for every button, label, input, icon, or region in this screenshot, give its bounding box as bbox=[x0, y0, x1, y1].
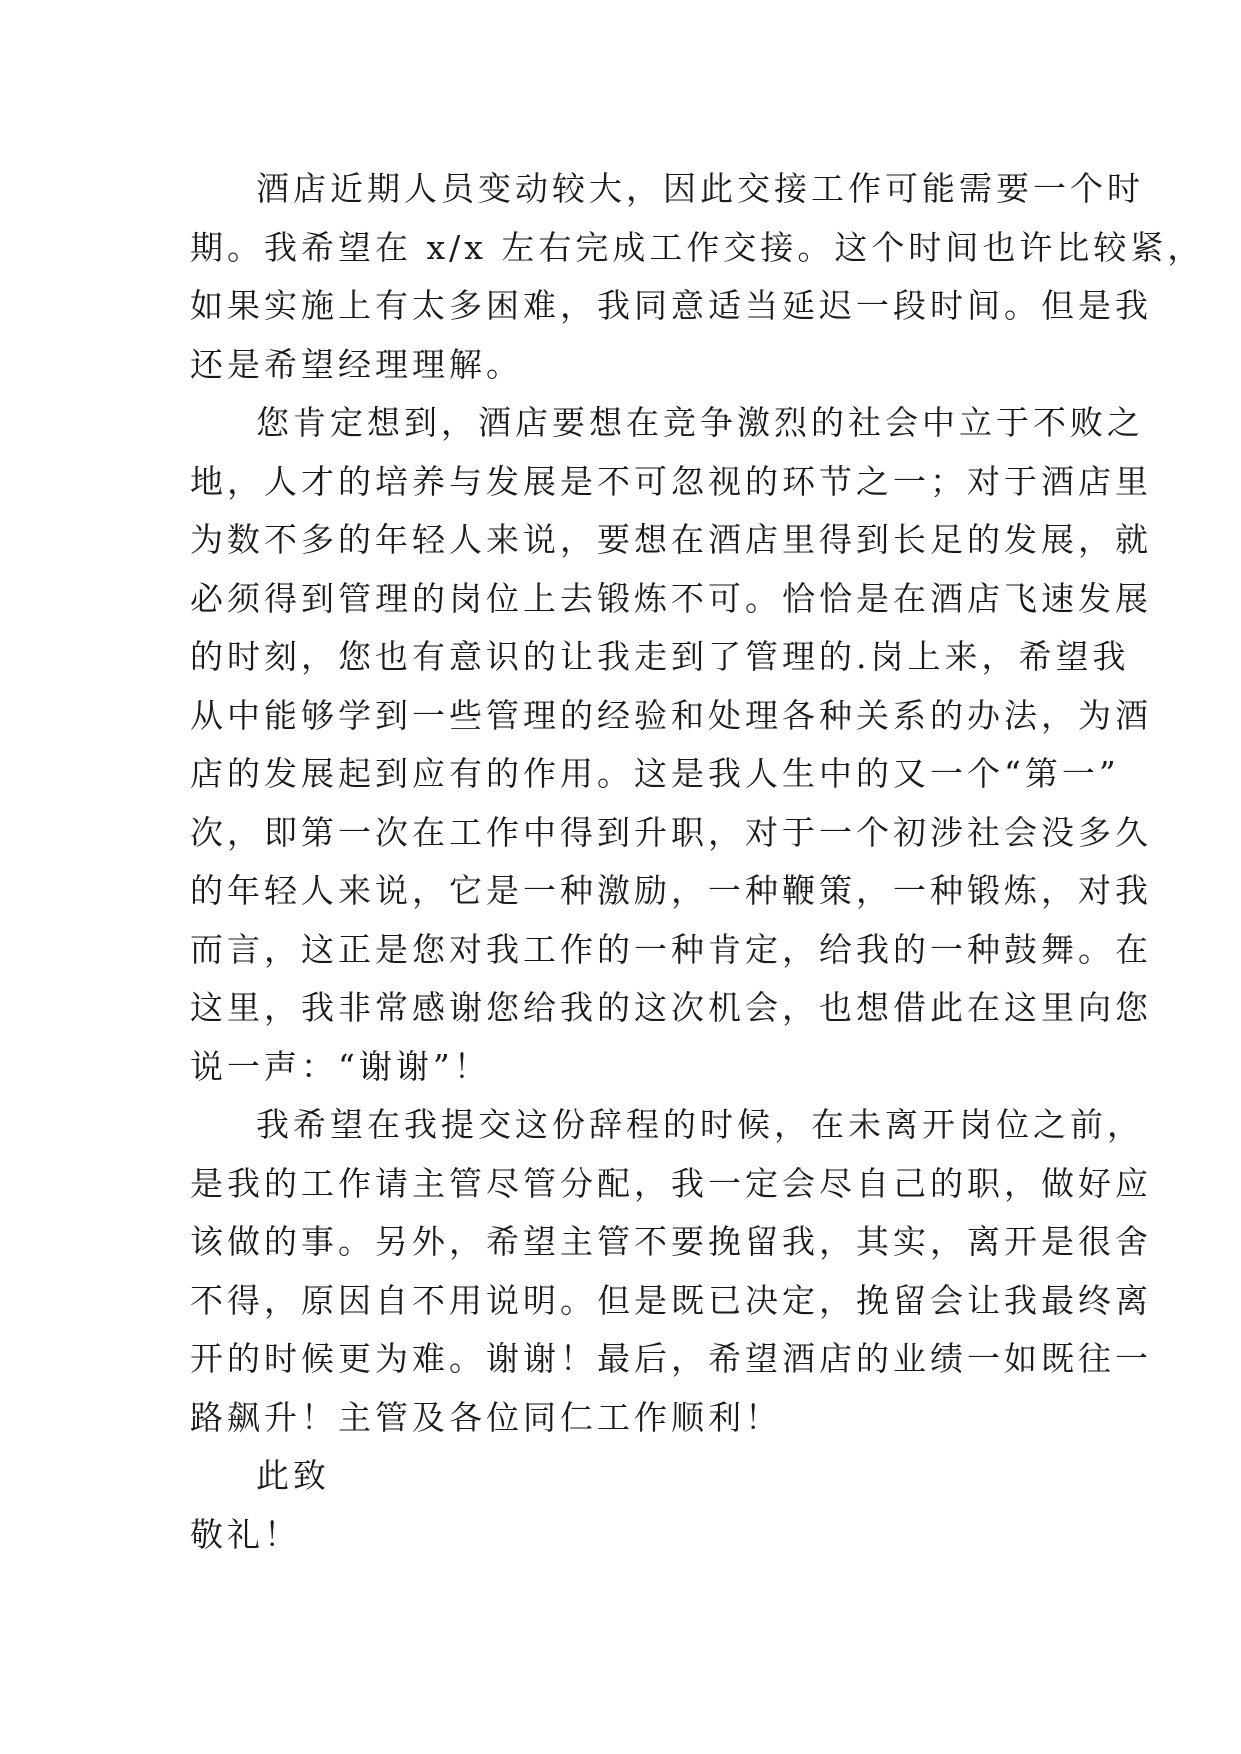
paragraph-2-line-3: 为数不多的年轻人来说，要想在酒店里得到长足的发展，就 bbox=[190, 520, 1152, 559]
paragraph-2-line-6: 从中能够学到一些管理的经验和处理各种关系的办法，为酒 bbox=[190, 695, 1152, 735]
paragraph-2-line-8: 次，即第一次在工作中得到升职，对于一个初涉社会没多久 bbox=[190, 812, 1152, 852]
paragraph-1-line-4: 还是希望经理理解。 bbox=[190, 344, 523, 384]
paragraph-3-line-4: 不得，原因自不用说明。但是既已决定，挽留会让我最终离 bbox=[190, 1280, 1152, 1320]
paragraph-1-line-1: 酒店近期人员变动较大，因此交接工作可能需要一个时 bbox=[256, 169, 1144, 208]
paragraph-3-line-5: 开的时候更为难。谢谢！最后，希望酒店的业绩一如既往一 bbox=[190, 1339, 1152, 1378]
paragraph-2-line-2: 地，人才的培养与发展是不可忽视的环节之一；对于酒店里 bbox=[190, 461, 1152, 501]
paragraph-2-line-10: 而言，这正是您对我工作的一种肯定，给我的一种鼓舞。在 bbox=[190, 929, 1152, 969]
paragraph-3-line-1: 我希望在我提交这份辞程的时候，在未离开岗位之前， bbox=[256, 1105, 1144, 1144]
paragraph-3-line-3: 该做的事。另外，希望主管不要挽留我，其实，离开是很舍 bbox=[190, 1222, 1152, 1261]
paragraph-3-line-6: 路飙升！主管及各位同仁工作顺利！ bbox=[190, 1397, 782, 1437]
letter-body bbox=[190, 160, 1205, 1564]
paragraph-2-line-12: 说一声：“谢谢”！ bbox=[190, 1046, 491, 1086]
paragraph-1-line-2: 期。我希望在 x/x 左右完成工作交接。这个时间也许比较紧， bbox=[190, 227, 1205, 267]
paragraph-2-line-4: 必须得到管理的岗位上去锻炼不可。恰恰是在酒店飞速发展 bbox=[190, 578, 1152, 618]
paragraph-2-line-7: 店的发展起到应有的作用。这是我人生中的又一个“第一” bbox=[190, 754, 1120, 793]
paragraph-2-line-9: 的年轻人来说，它是一种激励，一种鞭策，一种锻炼，对我 bbox=[190, 871, 1152, 910]
closing-regards: 敬礼！ bbox=[190, 1514, 301, 1554]
paragraph-1-line-3: 如果实施上有太多困难，我同意适当延迟一段时间。但是我 bbox=[190, 286, 1152, 325]
paragraph-2-line-5: 的时刻，您也有意识的让我走到了管理的.岗上来，希望我 bbox=[190, 637, 1130, 676]
paragraph-2-line-11: 这里，我非常感谢您给我的这次机会，也想借此在这里向您 bbox=[190, 988, 1152, 1027]
closing-salutation: 此致 bbox=[256, 1456, 330, 1495]
paragraph-3-line-2: 是我的工作请主管尽管分配，我一定会尽自己的职，做好应 bbox=[190, 1163, 1152, 1203]
paragraph-2-line-1: 您肯定想到，酒店要想在竞争激烈的社会中立于不败之 bbox=[256, 403, 1144, 442]
